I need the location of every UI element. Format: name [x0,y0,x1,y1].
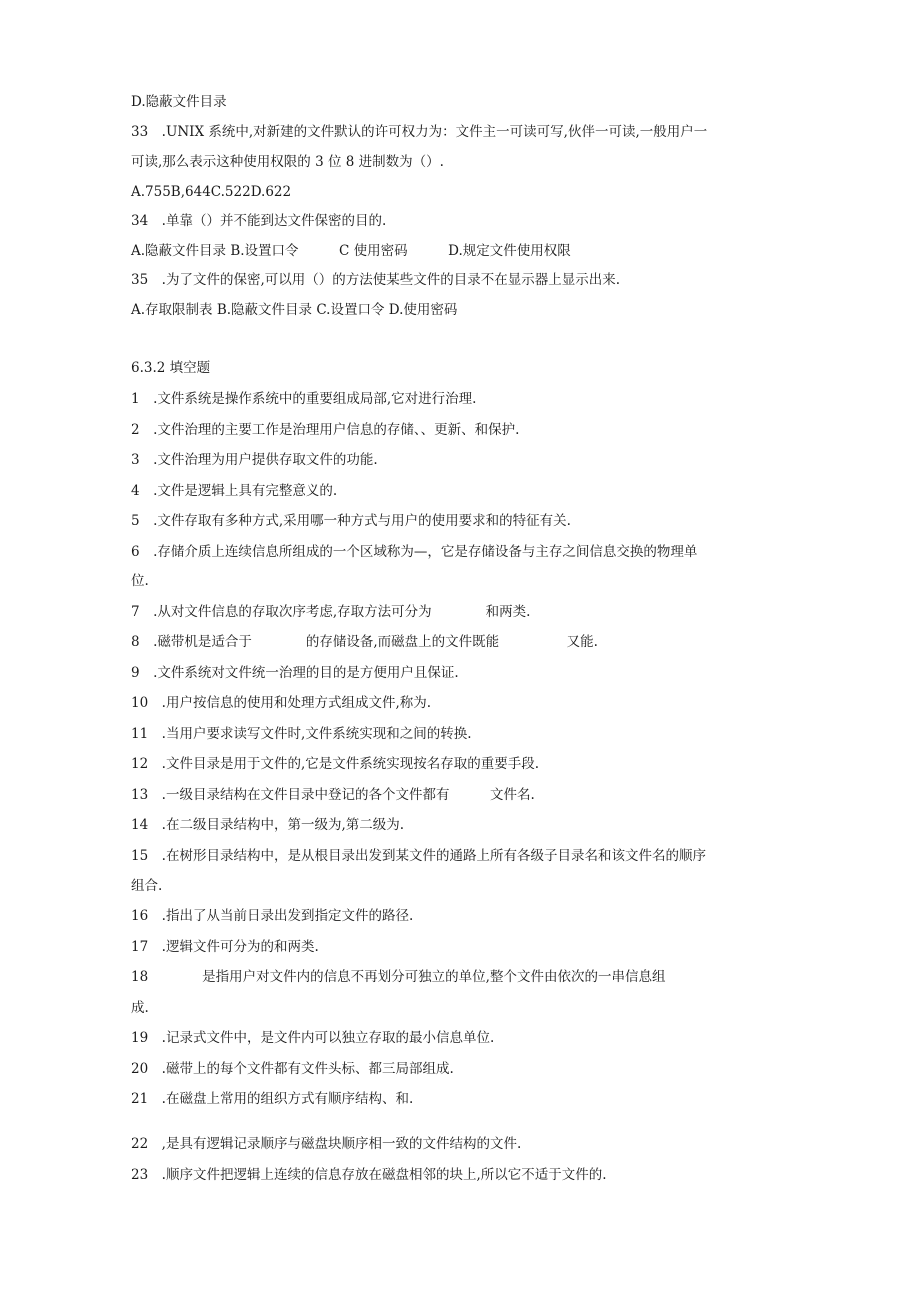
text-line: 21 .在磁盘上常用的组织方式有顺序结构、和. [131,1091,414,1107]
section-heading: 6.3.2 填空题 [131,360,211,376]
text-line: A.隐蔽文件目录 B.设置口令 C 使用密码 D.规定文件使用权限 [131,243,571,259]
text-line: A.存取限制表 B.隐蔽文件目录 C.设置口令 D.使用密码 [131,302,458,318]
text-line: 13 .一级目录结构在文件目录中登记的各个文件都有 文件名. [131,787,535,803]
text-line: 17 .逻辑文件可分为的和两类. [131,939,319,955]
text-line: 20 .磁带上的每个文件都有文件头标、都三局部组成. [131,1061,454,1077]
text-line: 位. [131,573,149,589]
text-line: 35 .为了文件的保密,可以用（）的方法使某些文件的目录不在显示器上显示出来. [131,272,621,288]
text-line: 22 ,是具有逻辑记录顺序与磁盘块顺序相一致的文件结构的文件. [131,1136,522,1152]
text-line: 7 .从对文件信息的存取次序考虑,存取方法可分为 和两类. [131,604,531,620]
text-line: 3 .文件治理为用户提供存取文件的功能. [131,452,378,468]
text-line: 18 是指用户对文件内的信息不再划分可独立的单位,整个文件由依次的一串信息组 [131,969,666,985]
text-line: 10 .用户按信息的使用和处理方式组成文件,称为. [131,695,432,711]
text-line: 9 .文件系统对文件统一治理的目的是方便用户且保证. [131,665,459,681]
text-line: D.隐蔽文件目录 [131,94,227,110]
text-line: 4 .文件是逻辑上具有完整意义的. [131,483,338,499]
text-line: 成. [131,1000,149,1016]
text-line: 可读,那么表示这种使用权限的 3 位 8 进制数为（）. [131,154,444,170]
text-line: 6 .存储介质上连续信息所组成的一个区域称为—，它是存储设备与主存之间信息交换的物理单 [131,544,698,560]
text-line: 1 .文件系统是操作系统中的重要组成局部,它对进行治理. [131,391,477,407]
text-line: 16 .指出了从当前日录出发到指定文件的路径. [131,908,414,924]
text-line: 8 .磁带机是适合于 的存储设备,而磁盘上的文件既能 又能. [131,634,598,650]
text-line: 组合. [131,878,163,894]
text-line: 14 .在二级目录结构中，第一级为,第二级为. [131,817,405,833]
text-line: A.755B,644C.522D.622 [131,184,292,200]
text-line: 34 .单靠（）并不能到达文件保密的目的. [131,213,387,229]
text-line: 15 .在树形目录结构中，是从根目录出发到某文件的通路上所有各级子目录名和该文件名的顺序 [131,848,706,864]
text-line: 2 .文件治理的主要工作是治理用户信息的存储、、更新、和保护. [131,422,520,438]
text-line: 33 .UNIX 系统中,对新建的文件默认的许可权力为：文件主一可读可写,伙伴一可读,一般用户一 [131,124,708,140]
text-line: 19 .记录式文件中，是文件内可以独立存取的最小信息单位. [131,1030,495,1046]
text-line: 11 .当用户要求读写文件时,文件系统实现和之间的转换. [131,726,472,742]
text-line: 12 .文件目录是用于文件的,它是文件系统实现按名存取的重要手段. [131,756,540,772]
text-line: 5 .文件存取有多种方式,采用哪一种方式与用户的使用要求和的特征有关. [131,513,571,529]
text-line: 23 .顺序文件把逻辑上连续的信息存放在磁盘相邻的块上,所以它不适于文件的. [131,1167,607,1183]
